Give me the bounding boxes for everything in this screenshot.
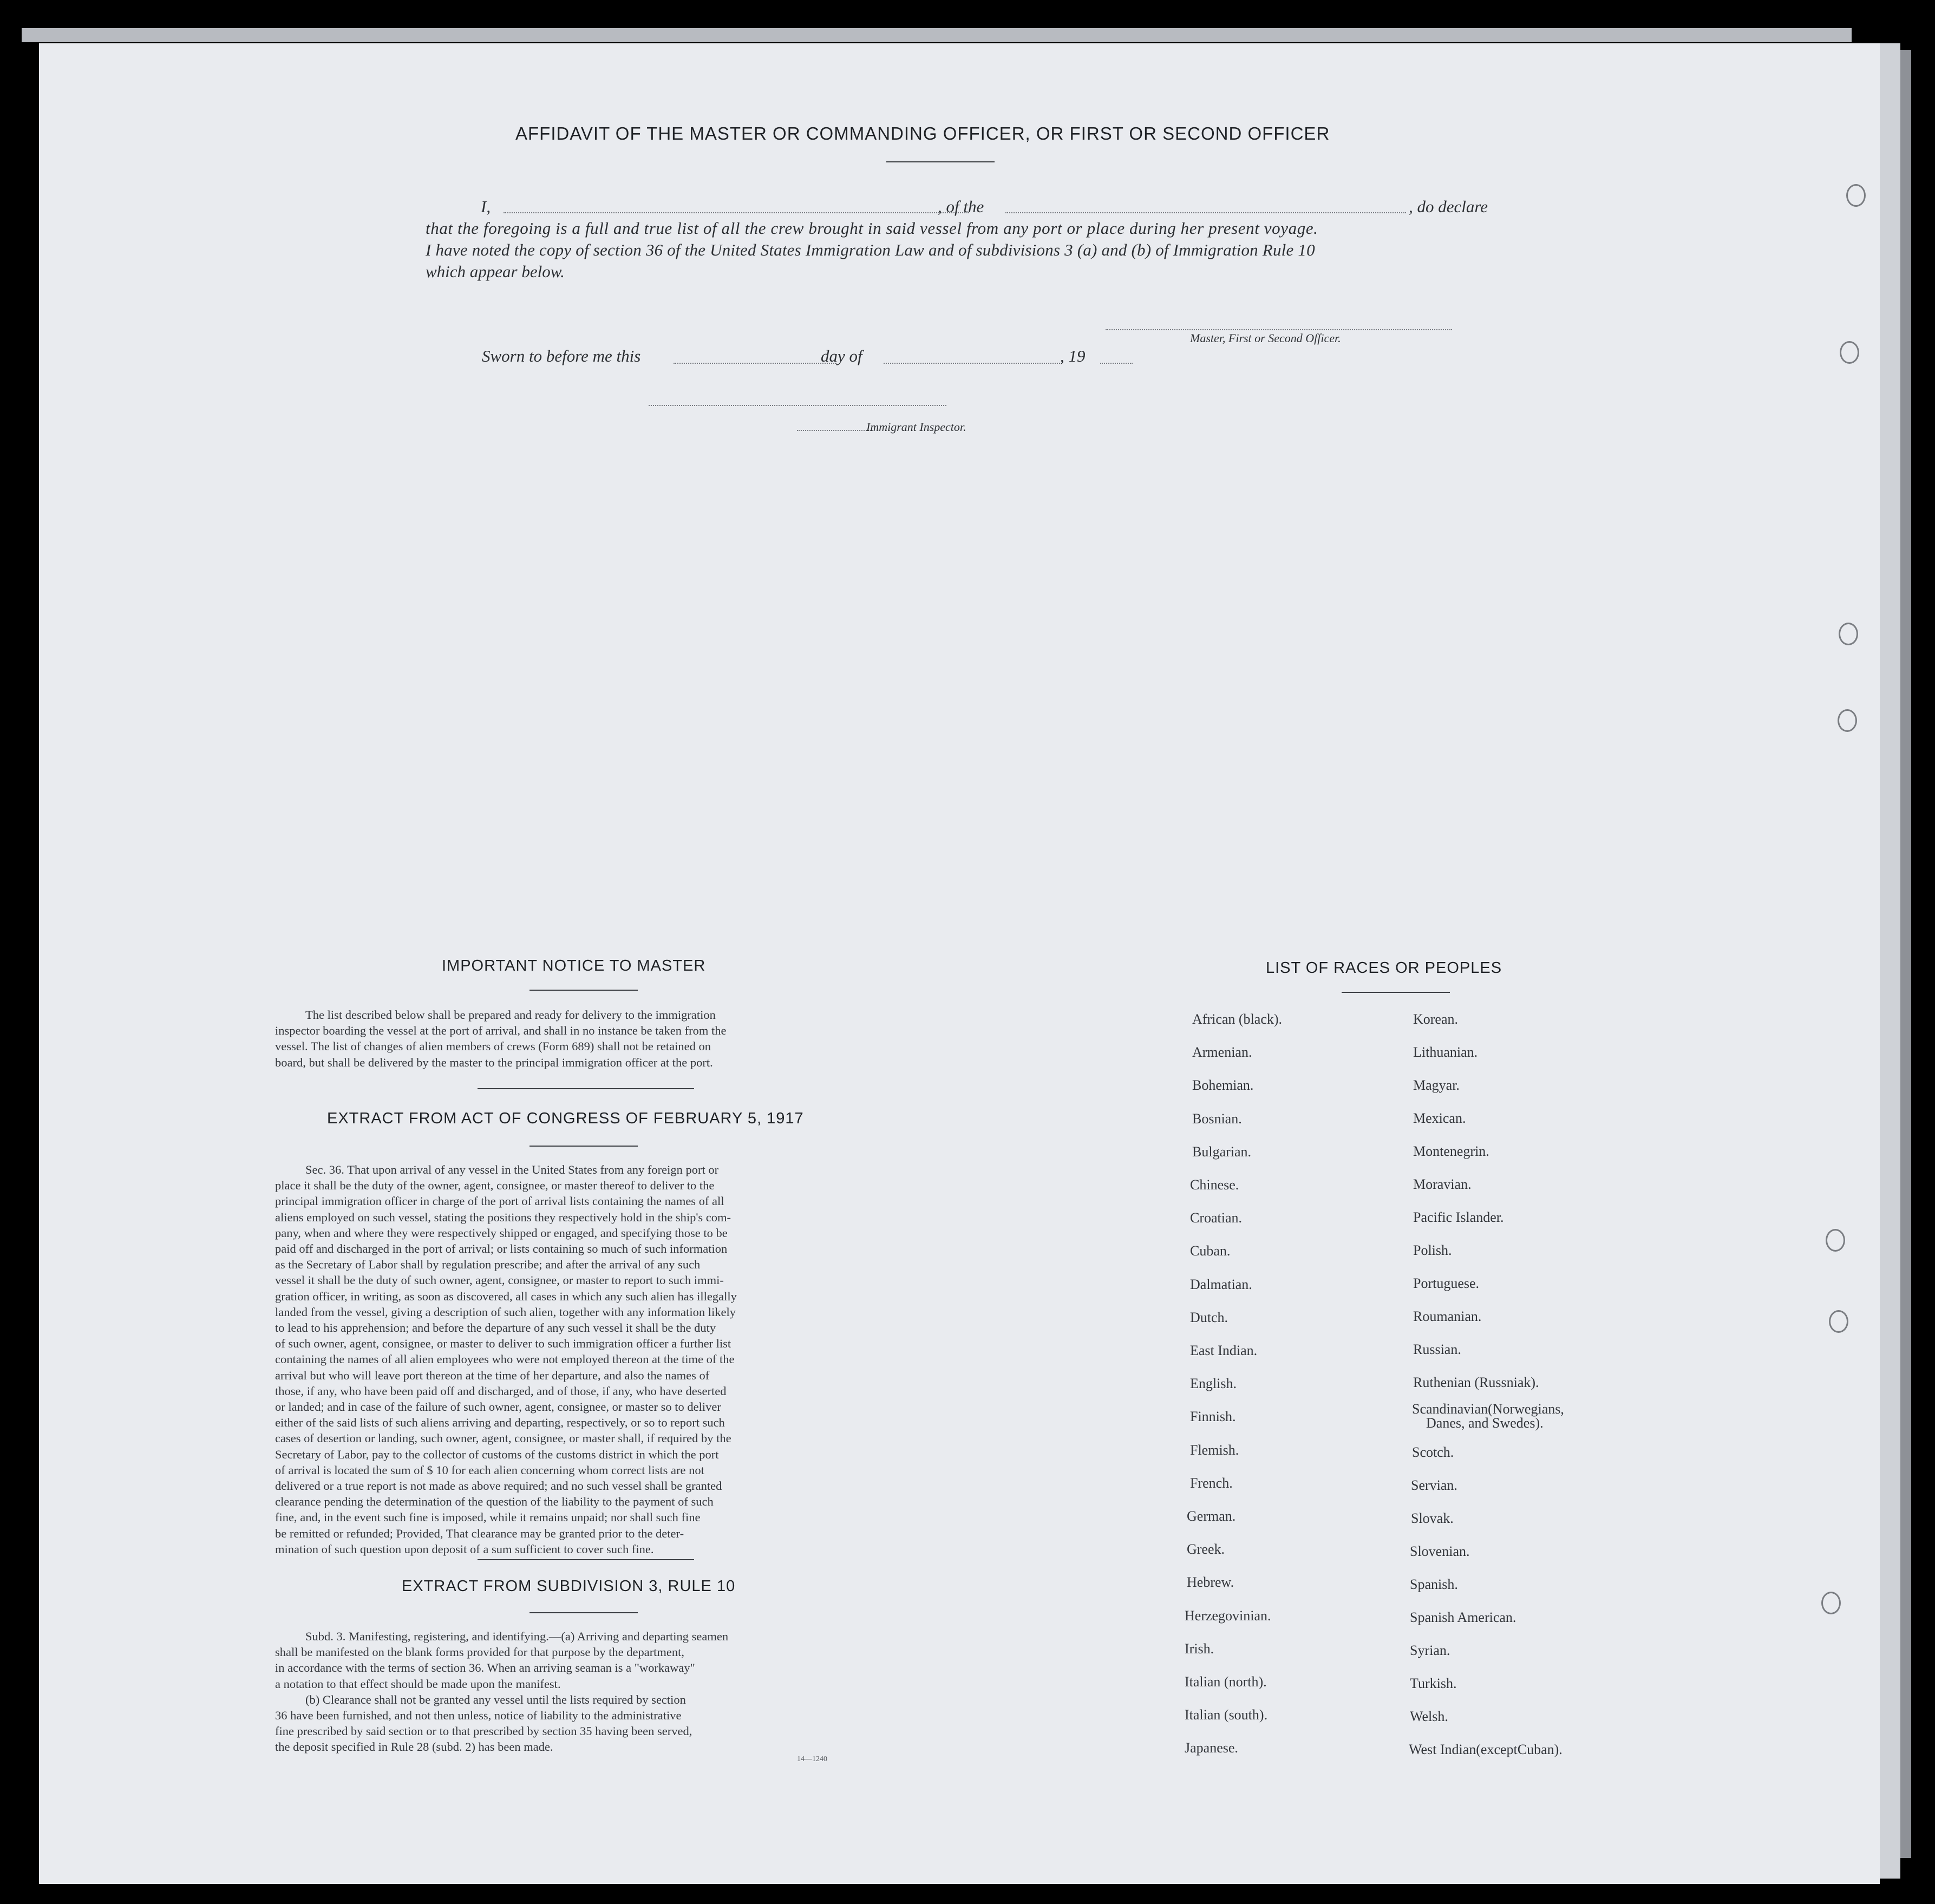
act-line: delivered or a true report is not made as above required; and no such vessel shall be granted [275, 1479, 722, 1493]
notice-line: inspector boarding the vessel at the port of arrival, and shall in no instance be taken from the [275, 1024, 727, 1038]
race-item: Armenian. [1192, 1044, 1252, 1061]
races-divider [1342, 992, 1450, 993]
rule-line: Subd. 3. Manifesting, registering, and identifying.—(a) Arriving and departing seamen [305, 1630, 729, 1643]
scan-top-border [0, 0, 1935, 43]
stacked-page-shadow [1900, 50, 1911, 1858]
affidavit-line4: which appear below. [426, 262, 565, 281]
section-divider [478, 1559, 694, 1560]
vessel-field[interactable] [1005, 212, 1406, 213]
act-line: paid off and discharged in the port of arrival; or lists containing so much of such information [275, 1242, 728, 1256]
act-line: principal immigration officer in charge of the port of arrival lists containing the names of all [275, 1194, 724, 1208]
act-line: landed from the vessel, giving a description of such alien, together with any information likely [275, 1305, 736, 1319]
sworn-day-label: day of [821, 346, 862, 365]
binder-hole-icon [1839, 623, 1858, 645]
race-item: Chinese. [1190, 1177, 1239, 1193]
section-divider [478, 1088, 694, 1089]
act-line: arrival but who will leave port thereon at the time of her departure, and also the names of [275, 1368, 710, 1382]
race-item: Herzegovinian. [1185, 1607, 1271, 1624]
rule-line: the deposit specified in Rule 28 (subd. 2) has been made. [275, 1740, 553, 1754]
race-item: Bosnian. [1192, 1110, 1242, 1127]
extract-act-title: EXTRACT FROM ACT OF CONGRESS OF FEBRUARY 5, 1917 [327, 1110, 804, 1127]
act-line: aliens employed on such vessel, stating the positions they respectively hold in the ship's com- [275, 1210, 731, 1224]
binder-hole-icon [1826, 1229, 1845, 1252]
sworn-year-label: , 19 [1060, 346, 1086, 365]
race-item: African (black). [1192, 1011, 1283, 1027]
race-item: Welsh. [1410, 1709, 1448, 1724]
race-item: Roumanian. [1413, 1308, 1482, 1324]
race-item: Mexican. [1413, 1110, 1466, 1126]
rule-line: in accordance with the terms of section 36. When an arriving seaman is a "workaway" [275, 1661, 695, 1675]
act-line: cases of desertion or landing, such owner, agent, consignee, or master shall, if required by the [275, 1431, 731, 1445]
race-item: Scotch. [1412, 1444, 1454, 1460]
form-page [39, 43, 1880, 1884]
affidavit-line3: I have noted the copy of section 36 of the United States Immigration Law and of subdivisions 3 (a) and (b) of Immigration Rule 10 [426, 240, 1315, 259]
act-line: those, if any, who have been paid off and discharged, and of those, if any, who have deserted [275, 1384, 727, 1398]
race-item: Ruthenian (Russniak). [1413, 1375, 1539, 1390]
affidavit-title: AFFIDAVIT OF THE MASTER OR COMMANDING OFFICER, OR FIRST OR SECOND OFFICER [515, 123, 1330, 143]
race-item: East Indian. [1190, 1343, 1258, 1358]
master-signature-field[interactable] [1106, 329, 1452, 330]
title-divider [886, 161, 995, 162]
sworn-month-field[interactable] [884, 363, 1062, 364]
rule-line: fine prescribed by said section or to that prescribed by section 35 having been served, [275, 1724, 692, 1738]
race-item: Turkish. [1410, 1676, 1457, 1691]
act-line: gration officer, in writing, as soon as discovered, all cases in which any such alien has illegally [275, 1289, 737, 1303]
act-line: pany, when and where they were respectively shipped or engaged, and specifying those to be [275, 1226, 728, 1240]
race-item: Montenegrin. [1413, 1143, 1489, 1159]
notice-line: board, but shall be delivered by the master to the principal immigration officer at the port. [275, 1055, 713, 1069]
notice-title: IMPORTANT NOTICE TO MASTER [442, 957, 706, 974]
race-item: Slovenian. [1410, 1543, 1470, 1559]
inspector-label: Immigrant Inspector. [866, 420, 966, 434]
race-item: Flemish. [1190, 1442, 1239, 1458]
act-line: or landed; and in case of the failure of such owner, agent, consignee, or master so to deliver [275, 1400, 721, 1414]
act-line: fine, and, in the event such fine is imposed, while it remains unpaid; nor shall such fine [275, 1510, 701, 1524]
act-line: as the Secretary of Labor shall by regulation prescribe; and after the arrival of any such [275, 1258, 701, 1272]
affidavit-line1-end: , do declare [1409, 197, 1488, 216]
race-item: Danes, and Swedes). [1426, 1415, 1544, 1431]
underlying-page-edge [22, 28, 1852, 42]
race-item: Lithuanian. [1413, 1044, 1478, 1060]
affidavit-line1-mid: , of the [938, 197, 984, 216]
race-item: Croatian. [1190, 1210, 1243, 1226]
act-line: vessel it shall be the duty of such owner, agent, consignee, or master to report to such immi- [275, 1273, 724, 1287]
race-item: West Indian(exceptCuban). [1409, 1742, 1563, 1757]
act-line: Secretary of Labor, pay to the collector of customs of the customs district in which the port [275, 1447, 719, 1461]
races-title: LIST OF RACES OR PEOPLES [1266, 959, 1502, 977]
notice-text [275, 1007, 936, 1070]
extract-act-text [275, 1162, 936, 1557]
race-item: English. [1190, 1376, 1237, 1392]
race-item: Moravian. [1413, 1176, 1472, 1192]
race-item: Dalmatian. [1190, 1276, 1252, 1292]
race-item: Spanish. [1410, 1576, 1458, 1592]
binder-hole-icon [1846, 184, 1866, 207]
sworn-start: Sworn to before me this [482, 346, 641, 365]
race-item: Hebrew. [1187, 1574, 1234, 1591]
race-item: Bulgarian. [1192, 1143, 1252, 1160]
extract-rule-divider [529, 1612, 638, 1613]
race-item: Italian (north). [1185, 1674, 1267, 1690]
inspector-signature-field[interactable] [649, 405, 946, 406]
race-item: Polish. [1413, 1242, 1452, 1258]
race-item: Irish. [1185, 1640, 1214, 1657]
extract-rule-text [275, 1628, 936, 1755]
notice-line: The list described below shall be prepared and ready for delivery to the immigration [305, 1008, 716, 1022]
name-field[interactable] [504, 212, 969, 213]
rule-line: a notation to that effect should be made upon the manifest. [275, 1677, 561, 1691]
race-item: Italian (south). [1185, 1707, 1268, 1723]
sworn-day-field[interactable] [674, 363, 836, 364]
act-line: mination of such question upon deposit of a sum sufficient to cover such fine. [275, 1542, 654, 1556]
form-number: 14—1240 [797, 1755, 827, 1763]
race-item: Slovak. [1411, 1510, 1454, 1526]
race-item: German. [1187, 1508, 1236, 1524]
rule-line: 36 have been furnished, and not then unless, notice of liability to the administrative [275, 1709, 682, 1723]
stacked-page-edge [1880, 43, 1900, 1879]
race-item: Japanese. [1185, 1740, 1238, 1756]
rule-line: shall be manifested on the blank forms provided for that purpose by the department, [275, 1645, 685, 1659]
race-item: Greek. [1187, 1541, 1225, 1558]
notice-divider [529, 990, 638, 991]
binder-hole-icon [1829, 1310, 1848, 1333]
inspector-dot-leader [797, 430, 873, 431]
act-line: of arrival is located the sum of $ 10 for each alien concerning whom correct lists are not [275, 1463, 704, 1477]
act-line: to lead to his apprehension; and before the departure of any such vessel it shall be the duty [275, 1321, 716, 1335]
act-line: be remitted or refunded; Provided, That clearance may be granted prior to the deter- [275, 1526, 684, 1540]
affidavit-line1-start: I, [481, 197, 491, 216]
act-line: either of the said lists of such aliens arriving and departing, respectively, or so to report such [275, 1416, 725, 1430]
affidavit-line2: that the foregoing is a full and true list of all the crew brought in said vessel from any port or place during her present voyage. [426, 219, 1318, 238]
race-item: Syrian. [1410, 1643, 1450, 1658]
race-item: Spanish American. [1410, 1609, 1516, 1625]
binder-hole-icon [1838, 709, 1857, 732]
race-item: French. [1190, 1475, 1233, 1491]
race-item: Portuguese. [1413, 1275, 1480, 1291]
sworn-year-field[interactable] [1100, 363, 1133, 364]
race-item: Servian. [1411, 1477, 1457, 1493]
act-line: clearance pending the determination of the question of the liability to the payment of such [275, 1495, 714, 1509]
extract-act-divider [529, 1146, 638, 1147]
race-item: Scandinavian(Norwegians, [1412, 1401, 1564, 1417]
binder-hole-icon [1840, 341, 1859, 364]
extract-rule-title: EXTRACT FROM SUBDIVISION 3, RULE 10 [402, 1578, 736, 1595]
race-item: Cuban. [1190, 1243, 1231, 1259]
rule-line: (b) Clearance shall not be granted any vessel until the lists required by section [305, 1692, 686, 1706]
race-item: Dutch. [1190, 1309, 1228, 1325]
race-item: Korean. [1413, 1011, 1459, 1027]
notice-line: vessel. The list of changes of alien members of crews (Form 689) shall not be retained on [275, 1039, 711, 1054]
race-item: Finnish. [1190, 1409, 1236, 1425]
act-line: place it shall be the duty of the owner, agent, consignee, or master thereof to deliver to the [275, 1179, 715, 1193]
act-line: containing the names of all alien employees who were not employed thereon at the time of the [275, 1352, 735, 1366]
master-signature-label: Master, First or Second Officer. [1190, 331, 1341, 345]
act-line: of such owner, agent, consignee, or master to deliver to such immigration officer a further list [275, 1337, 731, 1351]
race-item: Russian. [1413, 1342, 1461, 1357]
race-item: Magyar. [1413, 1077, 1460, 1093]
act-line: Sec. 36. That upon arrival of any vessel in the United States from any foreign port or [305, 1163, 719, 1176]
binder-hole-icon [1821, 1592, 1841, 1614]
race-item: Pacific Islander. [1413, 1209, 1504, 1225]
race-item: Bohemian. [1192, 1077, 1254, 1094]
